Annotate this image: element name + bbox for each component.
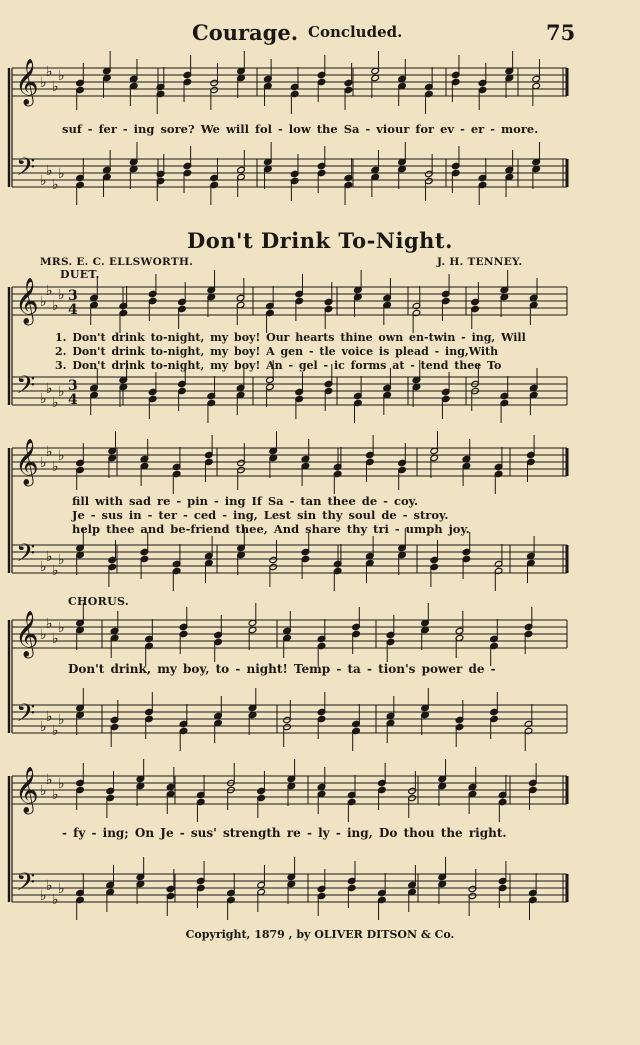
bass-clef-icon: 𝄢 — [16, 868, 36, 903]
flat-sign-icon: ♭ — [40, 455, 47, 471]
flat-sign-icon: ♭ — [52, 892, 59, 908]
flat-sign-icon: ♭ — [52, 563, 59, 579]
verse-2-line-2: Je - sus in - ter - ced - ing, Lest sin thy soul de - stroy. — [72, 508, 449, 522]
treble-clef-icon: 𝄞 — [15, 767, 39, 813]
flat-sign-icon: ♭ — [58, 287, 65, 303]
flat-sign-icon: ♭ — [58, 776, 65, 792]
flat-sign-icon: ♭ — [46, 772, 53, 788]
flat-sign-icon: ♭ — [52, 723, 59, 739]
time-signature-top: 3 — [68, 378, 78, 394]
verse-1-line-2: fill with sad re - pin - ing If Sa - tan thee de - coy. — [72, 494, 418, 508]
verse-1-line-1: 1. Don't drink to-night, my boy! Our hearts thine own en-twin - ing, Will — [55, 331, 526, 344]
flat-sign-icon: ♭ — [46, 878, 53, 894]
flat-sign-icon: ♭ — [46, 64, 53, 80]
bass-clef-icon: 𝄢 — [16, 371, 36, 406]
flat-sign-icon: ♭ — [46, 616, 53, 632]
flat-sign-icon: ♭ — [58, 384, 65, 400]
bass-clef-icon: 𝄢 — [16, 699, 36, 734]
flat-sign-icon: ♭ — [58, 448, 65, 464]
chorus-line-1: Don't drink, my boy, to - night! Temp - ta - tion's power de - — [68, 662, 496, 676]
time-signature-top: 3 — [68, 288, 78, 304]
flat-sign-icon: ♭ — [52, 395, 59, 411]
flat-sign-icon: ♭ — [58, 620, 65, 636]
flat-sign-icon: ♭ — [40, 783, 47, 799]
flat-sign-icon: ♭ — [58, 712, 65, 728]
flat-sign-icon: ♭ — [46, 381, 53, 397]
flat-sign-icon: ♭ — [58, 166, 65, 182]
flat-sign-icon: ♭ — [58, 881, 65, 897]
treble-clef-icon: 𝄞 — [15, 439, 39, 485]
flat-sign-icon: ♭ — [40, 75, 47, 91]
flat-sign-icon: ♭ — [52, 631, 59, 647]
music-credit: J. H. TENNEY. — [437, 256, 523, 268]
flat-sign-icon: ♭ — [40, 391, 47, 407]
duet-label: DUET. — [60, 268, 100, 281]
courage-lyric: suf - fer - ing sore? We will fol - low the Sa - viour for ev - er - more. — [62, 122, 539, 136]
bass-clef-icon: 𝄢 — [16, 153, 36, 188]
copyright-notice: Copyright, 1879 , by OLIVER DITSON & Co. — [185, 928, 455, 941]
chorus-line-2: - fy - ing; On Je - sus' strength re - ly - ing, Do thou the right. — [62, 826, 507, 840]
time-signature-bottom: 4 — [68, 302, 78, 318]
treble-clef-icon: 𝄞 — [15, 611, 39, 657]
treble-clef-icon: 𝄞 — [15, 278, 39, 324]
bass-clef-icon: 𝄢 — [16, 539, 36, 574]
page-number: 75 — [546, 20, 576, 45]
flat-sign-icon: ♭ — [58, 68, 65, 84]
flat-sign-icon: ♭ — [40, 888, 47, 904]
flat-sign-icon: ♭ — [52, 787, 59, 803]
verse-3-line-2: help thee and be-friend thee, And share thy tri - umph joy. — [72, 522, 470, 536]
song-title: Don't Drink To-Night. — [187, 228, 453, 253]
treble-clef-icon: 𝄞 — [15, 59, 39, 105]
flat-sign-icon: ♭ — [46, 444, 53, 460]
flat-sign-icon: ♭ — [40, 719, 47, 735]
flat-sign-icon: ♭ — [46, 163, 53, 179]
flat-sign-icon: ♭ — [40, 294, 47, 310]
flat-sign-icon: ♭ — [40, 627, 47, 643]
flat-sign-icon: ♭ — [52, 459, 59, 475]
flat-sign-icon: ♭ — [46, 709, 53, 725]
flat-sign-icon: ♭ — [40, 559, 47, 575]
flat-sign-icon: ♭ — [46, 549, 53, 565]
flat-sign-icon: ♭ — [52, 79, 59, 95]
time-signature-bottom: 4 — [68, 392, 78, 408]
chorus-label: CHORUS. — [68, 595, 129, 608]
page-header-title: Courage. — [192, 20, 299, 45]
flat-sign-icon: ♭ — [40, 173, 47, 189]
flat-sign-icon: ♭ — [46, 283, 53, 299]
flat-sign-icon: ♭ — [52, 177, 59, 193]
verse-3-line-1: 3. Don't drink to-night, my boy! An - gel - ic forms at - tend thee To — [55, 359, 502, 372]
words-credit: MRS. E. C. ELLSWORTH. — [40, 256, 194, 268]
page-header-subtitle: Concluded. — [308, 23, 403, 41]
flat-sign-icon: ♭ — [52, 298, 59, 314]
flat-sign-icon: ♭ — [58, 552, 65, 568]
verse-2-line-1: 2. Don't drink to-night, my boy! A gen - tle voice is plead - ing,With — [55, 345, 499, 358]
